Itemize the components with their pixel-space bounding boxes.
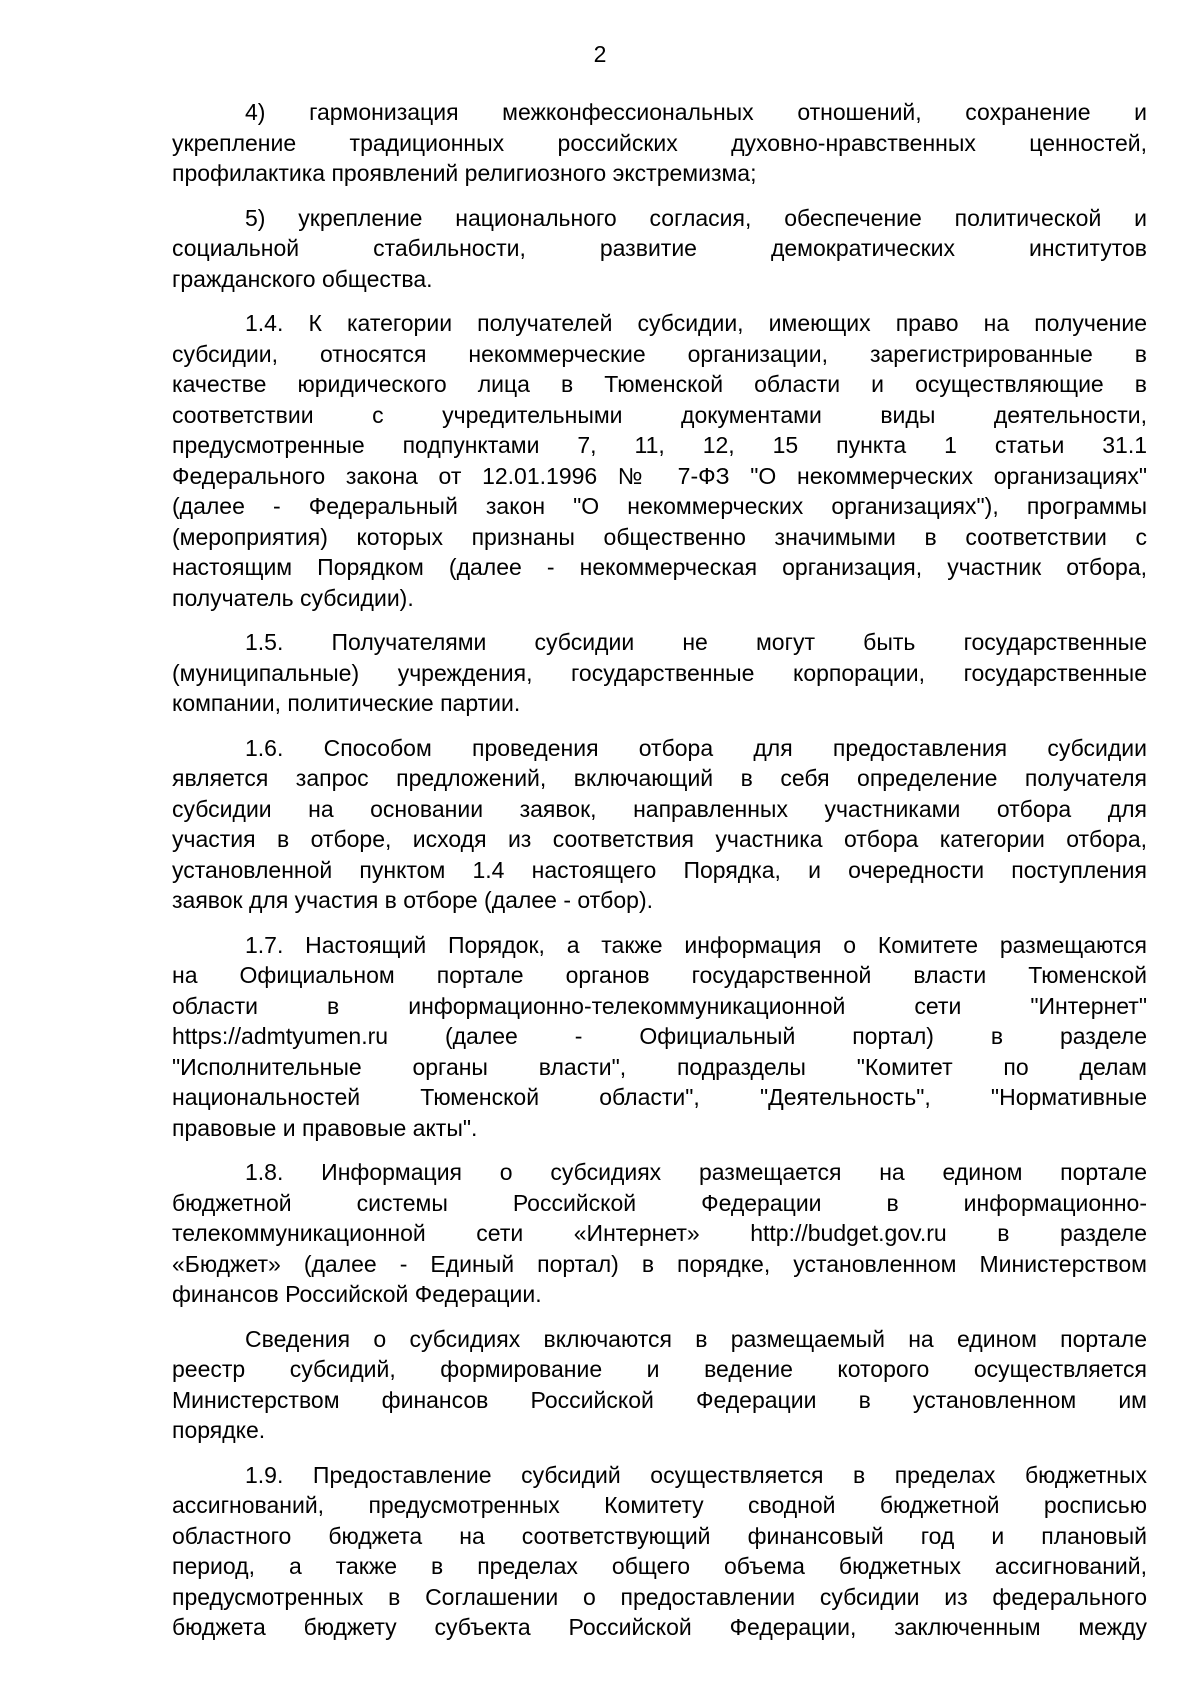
text-line: качестве юридического лица в Тюменской области и осуществляющие в bbox=[172, 371, 1147, 397]
text-line: предусмотренные подпунктами 7, 11, 12, 15 пункта 1 статьи 31.1 bbox=[172, 432, 1147, 458]
text-line: 1.4. К категории получателей субсидии, имеющих право на получение bbox=[245, 310, 1147, 336]
text-line: соответствии с учредительными документами виды деятельности, bbox=[172, 401, 1147, 428]
text-line: социальной стабильности, развитие демократических институтов bbox=[172, 235, 1147, 261]
text-line: (муниципальные) учреждения, государственные корпорации, государственные bbox=[172, 659, 1147, 686]
text-line: предусмотренных в Соглашении о предоставлении субсидии из федерального bbox=[172, 1583, 1147, 1610]
text-line: 4) гармонизация межконфессиональных отношений, сохранение и bbox=[245, 99, 1147, 125]
text-line: телекоммуникационной сети «Интернет» http://budget.gov.ru в разделе bbox=[172, 1220, 1147, 1246]
text-line: 1.8. Информация о субсидиях размещается на едином портале bbox=[245, 1159, 1147, 1185]
text-line: гражданского общества. bbox=[172, 265, 433, 292]
text-line: правовые и правовые акты". bbox=[172, 1114, 478, 1141]
text-line: реестр субсидий, формирование и ведение которого осуществляется bbox=[172, 1356, 1147, 1382]
text-line: получатель субсидии). bbox=[172, 584, 414, 611]
text-line: установленной пунктом 1.4 настоящего Порядка, и очередности поступления bbox=[172, 856, 1147, 883]
paragraph bbox=[172, 1324, 1147, 1446]
text-line: заявок для участия в отборе (далее - отбор). bbox=[172, 887, 653, 913]
paragraph bbox=[172, 97, 1147, 189]
paragraph bbox=[172, 1460, 1147, 1643]
paragraph bbox=[172, 203, 1147, 295]
page-number: 2 bbox=[593, 41, 607, 67]
text-line: субсидии на основании заявок, направленных участниками отбора для bbox=[172, 795, 1147, 822]
text-line: бюджета бюджету субъекта Российской Федерации, заключенным между bbox=[172, 1614, 1147, 1640]
text-line: Министерством финансов Российской Федерации в установленном им bbox=[172, 1386, 1147, 1413]
text-line: 1.9. Предоставление субсидий осуществляется в пределах бюджетных bbox=[245, 1461, 1147, 1488]
paragraph bbox=[172, 733, 1147, 916]
text-line: укрепление традиционных российских духовно-нравственных ценностей, bbox=[172, 129, 1147, 156]
text-line: 5) укрепление национального согласия, обеспечение политической и bbox=[245, 204, 1147, 231]
text-line: компании, политические партии. bbox=[172, 690, 521, 716]
paragraph bbox=[172, 1157, 1147, 1310]
paragraph bbox=[172, 627, 1147, 719]
document-body bbox=[172, 97, 1147, 1657]
text-line: национальностей Тюменской области", "Деятельность", "Нормативные bbox=[172, 1084, 1147, 1110]
text-line: областного бюджета на соответствующий финансовый год и плановый bbox=[172, 1522, 1147, 1549]
text-line: бюджетной системы Российской Федерации в информационно- bbox=[172, 1189, 1147, 1216]
text-line: «Бюджет» (далее - Единый портал) в порядке, установленном Министерством bbox=[172, 1250, 1147, 1277]
text-line: 1.7. Настоящий Порядок, а также информация о Комитете размещаются bbox=[245, 931, 1147, 958]
paragraph bbox=[172, 930, 1147, 1144]
text-line: (далее - Федеральный закон "О некоммерческих организациях"), программы bbox=[172, 493, 1147, 519]
text-line: настоящим Порядком (далее - некоммерческая организация, участник отбора, bbox=[172, 554, 1147, 580]
text-line: участия в отборе, исходя из соответствия участника отбора категории отбора, bbox=[172, 826, 1147, 852]
paragraph bbox=[172, 308, 1147, 613]
text-line: является запрос предложений, включающий в себя определение получателя bbox=[172, 765, 1147, 791]
text-line: "Исполнительные органы власти", подразделы "Комитет по делам bbox=[172, 1053, 1147, 1080]
text-line: на Официальном портале органов государственной власти Тюменской bbox=[172, 962, 1147, 988]
text-line: 1.5. Получателями субсидии не могут быть государственные bbox=[245, 629, 1147, 655]
text-line: Федерального закона от 12.01.1996 № 7-ФЗ "О некоммерческих организациях" bbox=[172, 462, 1147, 489]
text-line: Сведения о субсидиях включаются в размещаемый на едином портале bbox=[245, 1325, 1147, 1352]
text-line: 1.6. Способом проведения отбора для предоставления субсидии bbox=[245, 734, 1147, 761]
text-line: порядке. bbox=[172, 1417, 266, 1443]
text-line: (мероприятия) которых признаны общественно значимыми в соответствии с bbox=[172, 523, 1147, 550]
text-line: субсидии, относятся некоммерческие организации, зарегистрированные в bbox=[172, 340, 1147, 367]
text-line: финансов Российской Федерации. bbox=[172, 1281, 542, 1307]
text-line: https://admtyumen.ru (далее - Официальный портал) в разделе bbox=[172, 1023, 1147, 1049]
text-line: области в информационно-телекоммуникационной сети "Интернет" bbox=[172, 992, 1147, 1019]
text-line: ассигнований, предусмотренных Комитету сводной бюджетной росписью bbox=[172, 1492, 1147, 1518]
text-line: профилактика проявлений религиозного экстремизма; bbox=[172, 160, 757, 186]
text-line: период, а также в пределах общего объема бюджетных ассигнований, bbox=[172, 1553, 1147, 1579]
